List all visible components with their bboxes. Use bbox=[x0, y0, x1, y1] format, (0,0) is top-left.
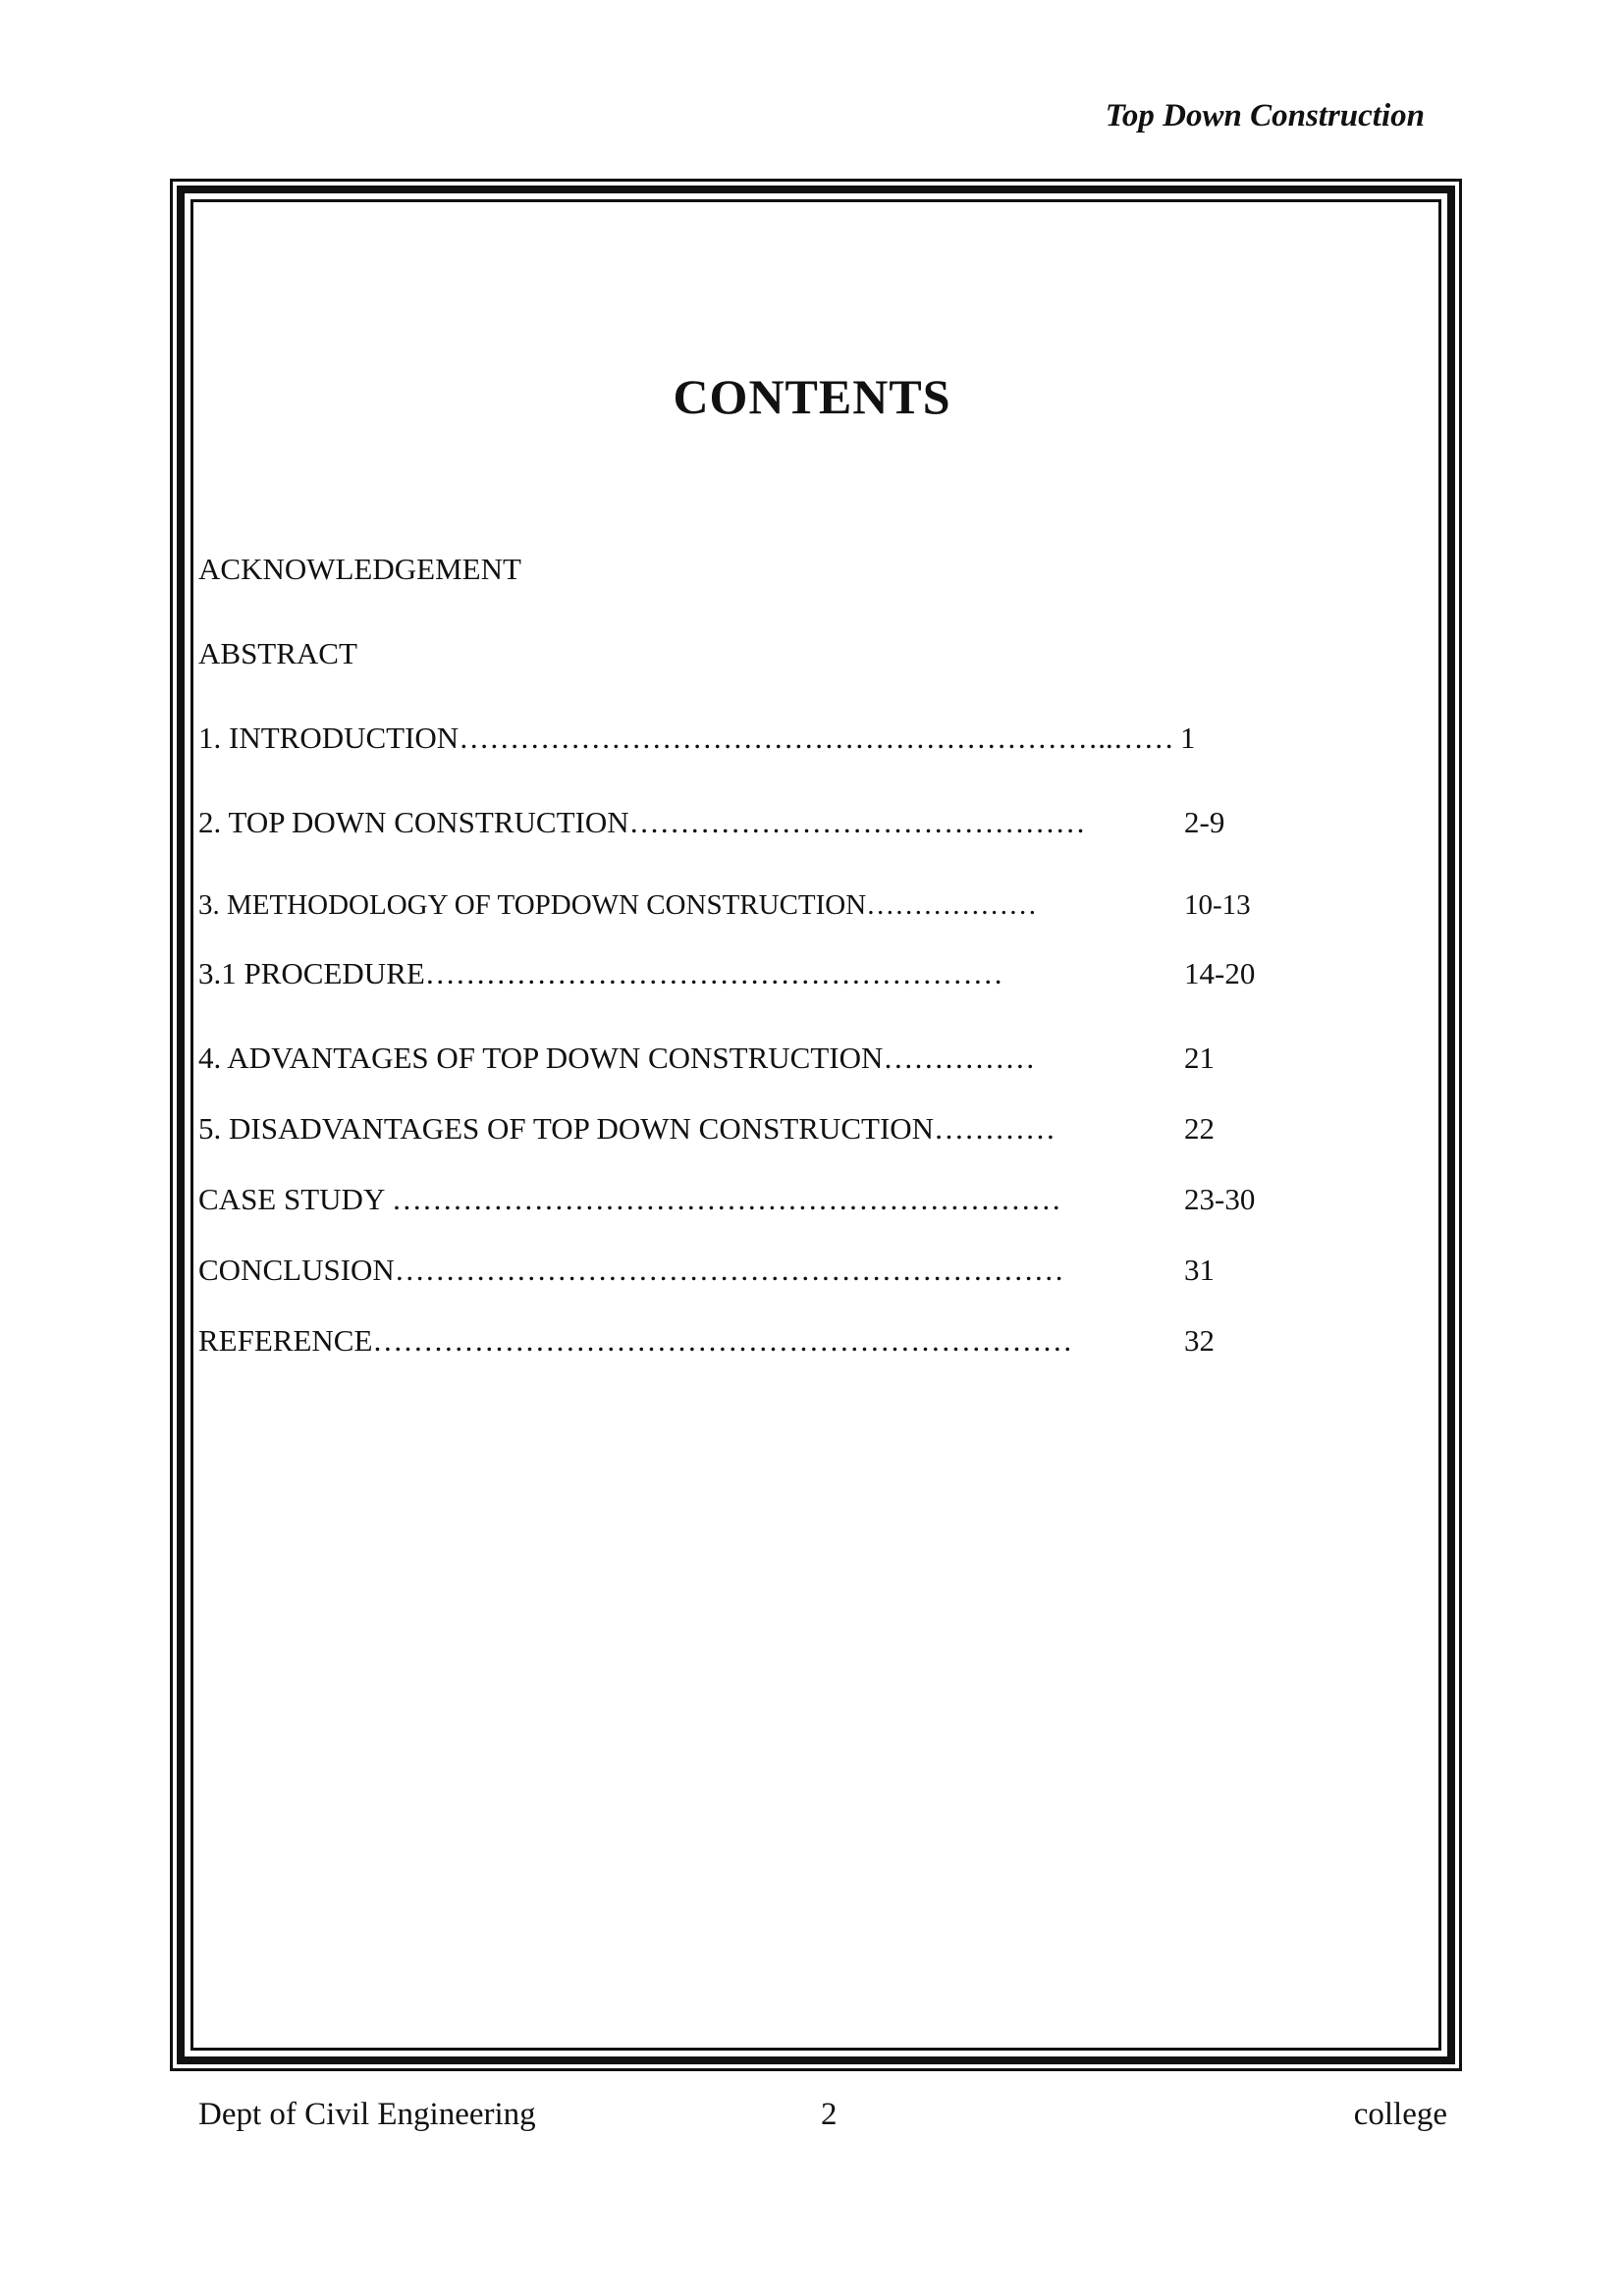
toc-entry-page: 32 bbox=[1184, 1323, 1215, 1358]
toc-entry-page: 31 bbox=[1184, 1253, 1215, 1287]
toc-entry-title: 3. METHODOLOGY OF TOPDOWN CONSTRUCTION……………… bbox=[198, 889, 1038, 921]
toc-entry-title: CASE STUDY ………………………………………………………… bbox=[198, 1182, 1061, 1216]
toc-entry-title: ACKNOWLEDGEMENT bbox=[198, 552, 521, 586]
toc-entry-page: 1 bbox=[1180, 721, 1196, 755]
toc-entry-title: 4. ADVANTAGES OF TOP DOWN CONSTRUCTION…………… bbox=[198, 1041, 1036, 1075]
toc-entry-title: 2. TOP DOWN CONSTRUCTION……………………………………… bbox=[198, 805, 1086, 839]
toc-entry-title: 3.1 PROCEDURE………………………………………………… bbox=[198, 956, 1003, 990]
contents-heading: CONTENTS bbox=[673, 369, 951, 424]
toc-entry-page: 10-13 bbox=[1184, 889, 1251, 921]
toc-entry-title: REFERENCE…………………………………………………………… bbox=[198, 1323, 1073, 1358]
toc-entry-page: 14-20 bbox=[1184, 956, 1256, 990]
toc-entry-page: 22 bbox=[1184, 1111, 1215, 1146]
footer-page-number: 2 bbox=[821, 2097, 838, 2132]
toc-entry-page: 23-30 bbox=[1184, 1182, 1256, 1216]
footer-department: Dept of Civil Engineering bbox=[198, 2097, 536, 2132]
footer-institution: college bbox=[1353, 2097, 1447, 2132]
toc-entry-title: 1. INTRODUCTION………………………………………………………..…… bbox=[198, 721, 1174, 755]
toc-entry-title: CONCLUSION………………………………………………………… bbox=[198, 1253, 1064, 1287]
toc-entry-page: 21 bbox=[1184, 1041, 1215, 1075]
toc-entry-title: ABSTRACT bbox=[198, 636, 357, 670]
running-header-title: Top Down Construction bbox=[1105, 98, 1425, 133]
toc-entry-page: 2-9 bbox=[1184, 805, 1225, 839]
toc-entry-title: 5. DISADVANTAGES OF TOP DOWN CONSTRUCTION………… bbox=[198, 1111, 1056, 1146]
